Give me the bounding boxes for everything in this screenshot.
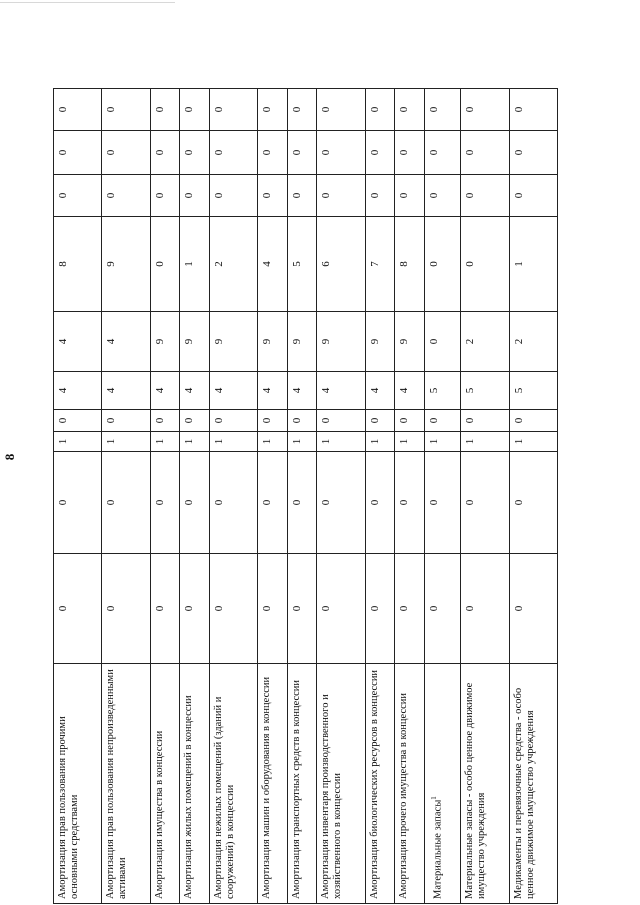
code-cell: 0 <box>180 452 210 554</box>
code-cell: 0 <box>461 131 509 175</box>
code-cell: 0 <box>509 175 557 217</box>
code-cell: 0 <box>54 554 102 664</box>
code-cell: 4 <box>209 372 257 410</box>
code-cell: 1 <box>461 432 509 452</box>
code-cell: 0 <box>287 175 317 217</box>
code-cell: 4 <box>54 372 102 410</box>
code-cell: 0 <box>102 554 150 664</box>
rotated-table <box>53 89 558 904</box>
table-row <box>509 89 557 904</box>
code-cell: 0 <box>150 554 180 664</box>
row-label-text: Амортизация имущества в концессии <box>153 730 165 899</box>
code-cell: 5 <box>287 217 317 312</box>
table-row <box>258 89 288 904</box>
code-cell: 0 <box>258 131 288 175</box>
code-cell: 0 <box>258 89 288 131</box>
code-cell: 0 <box>54 410 102 432</box>
code-cell: 9 <box>258 312 288 372</box>
table-row <box>54 89 102 904</box>
row-label <box>461 664 509 904</box>
code-cell: 0 <box>424 89 461 131</box>
code-cell: 0 <box>317 131 365 175</box>
code-cell: 0 <box>365 175 395 217</box>
code-cell: 0 <box>287 89 317 131</box>
row-label-text: Медикаменты и перевязочные средства - особо ценное движимое имущество учреждения <box>512 687 536 899</box>
code-cell: 1 <box>509 432 557 452</box>
code-cell: 1 <box>287 432 317 452</box>
row-label-text: Амортизация прочего имущества в концессии <box>398 692 410 899</box>
code-cell: 0 <box>258 452 288 554</box>
code-cell: 0 <box>424 175 461 217</box>
code-cell: 0 <box>395 554 425 664</box>
code-cell: 9 <box>317 312 365 372</box>
code-cell: 0 <box>209 452 257 554</box>
code-cell: 0 <box>424 312 461 372</box>
code-cell: 4 <box>317 372 365 410</box>
code-cell: 9 <box>395 312 425 372</box>
code-cell: 0 <box>287 452 317 554</box>
code-cell: 0 <box>461 175 509 217</box>
code-cell: 8 <box>395 217 425 312</box>
accounts-table <box>53 88 558 904</box>
code-cell: 0 <box>102 131 150 175</box>
table-row <box>180 89 210 904</box>
code-cell: 4 <box>365 372 395 410</box>
row-label <box>209 664 257 904</box>
row-label <box>258 664 288 904</box>
code-cell: 4 <box>150 372 180 410</box>
code-cell: 0 <box>461 217 509 312</box>
code-cell: 0 <box>461 452 509 554</box>
code-cell: 0 <box>54 131 102 175</box>
code-cell: 0 <box>317 175 365 217</box>
code-cell: 2 <box>509 312 557 372</box>
code-cell: 0 <box>150 175 180 217</box>
row-label <box>54 664 102 904</box>
code-cell: 2 <box>209 217 257 312</box>
code-cell: 1 <box>395 432 425 452</box>
code-cell: 0 <box>287 131 317 175</box>
code-cell: 0 <box>461 410 509 432</box>
row-label <box>365 664 395 904</box>
code-cell: 1 <box>180 217 210 312</box>
code-cell: 9 <box>102 217 150 312</box>
code-cell: 0 <box>424 217 461 312</box>
row-label-text: Амортизация прав пользования непроизведенными активами <box>105 669 129 899</box>
code-cell: 1 <box>258 432 288 452</box>
code-cell: 0 <box>209 131 257 175</box>
code-cell: 0 <box>150 410 180 432</box>
code-cell: 0 <box>180 89 210 131</box>
code-cell: 0 <box>102 452 150 554</box>
row-label-text: Материальные запасы <box>432 799 444 899</box>
code-cell: 9 <box>150 312 180 372</box>
code-cell: 2 <box>461 312 509 372</box>
code-cell: 0 <box>509 410 557 432</box>
code-cell: 5 <box>424 372 461 410</box>
scan-edge-line <box>0 2 175 3</box>
code-cell: 0 <box>365 554 395 664</box>
code-cell: 0 <box>509 554 557 664</box>
code-cell: 0 <box>180 131 210 175</box>
row-label <box>287 664 317 904</box>
code-cell: 0 <box>461 89 509 131</box>
table-row <box>209 89 257 904</box>
code-cell: 1 <box>180 432 210 452</box>
page-number: 8 <box>2 453 17 461</box>
table-row <box>424 89 461 904</box>
code-cell: 4 <box>258 372 288 410</box>
code-cell: 0 <box>395 89 425 131</box>
code-cell: 0 <box>424 452 461 554</box>
code-cell: 0 <box>102 89 150 131</box>
code-cell: 5 <box>509 372 557 410</box>
code-cell: 0 <box>509 452 557 554</box>
row-label-text: Амортизация машин и оборудования в концессии <box>261 676 273 899</box>
code-cell: 0 <box>509 131 557 175</box>
code-cell: 7 <box>365 217 395 312</box>
code-cell: 4 <box>258 217 288 312</box>
code-cell: 0 <box>180 554 210 664</box>
code-cell: 0 <box>258 410 288 432</box>
code-cell: 0 <box>102 175 150 217</box>
code-cell: 0 <box>424 131 461 175</box>
code-cell: 6 <box>317 217 365 312</box>
code-cell: 0 <box>365 410 395 432</box>
table-row <box>287 89 317 904</box>
code-cell: 0 <box>395 410 425 432</box>
code-cell: 9 <box>180 312 210 372</box>
row-label <box>424 664 461 904</box>
row-label <box>509 664 557 904</box>
code-cell: 0 <box>287 410 317 432</box>
table-row <box>150 89 180 904</box>
code-cell: 0 <box>317 452 365 554</box>
row-label-text: Амортизация жилых помещений в концессии <box>183 695 195 899</box>
code-cell: 0 <box>395 175 425 217</box>
code-cell: 0 <box>209 89 257 131</box>
code-cell: 1 <box>150 432 180 452</box>
code-cell: 1 <box>54 432 102 452</box>
code-cell: 1 <box>317 432 365 452</box>
row-label-text: Амортизация биологических ресурсов в концессии <box>368 669 380 899</box>
row-label <box>395 664 425 904</box>
code-cell: 0 <box>461 554 509 664</box>
code-cell: 4 <box>54 312 102 372</box>
code-cell: 0 <box>424 410 461 432</box>
code-cell: 0 <box>54 452 102 554</box>
code-cell: 4 <box>180 372 210 410</box>
code-cell: 4 <box>395 372 425 410</box>
code-cell: 0 <box>209 410 257 432</box>
code-cell: 0 <box>209 554 257 664</box>
footnote-marker: 1 <box>429 796 438 800</box>
table-row <box>317 89 365 904</box>
code-cell: 1 <box>365 432 395 452</box>
code-cell: 0 <box>395 131 425 175</box>
table-row <box>365 89 395 904</box>
code-cell: 0 <box>424 554 461 664</box>
code-cell: 0 <box>150 217 180 312</box>
code-cell: 0 <box>258 554 288 664</box>
code-cell: 0 <box>317 554 365 664</box>
table-row <box>461 89 509 904</box>
code-cell: 0 <box>54 175 102 217</box>
code-cell: 0 <box>365 452 395 554</box>
code-cell: 0 <box>365 131 395 175</box>
row-label-text: Амортизация прав пользования прочими основными средствами <box>57 716 80 899</box>
row-label-text: Амортизация транспортных средств в концессии <box>290 679 302 899</box>
code-cell: 9 <box>287 312 317 372</box>
code-cell: 8 <box>54 217 102 312</box>
code-cell: 0 <box>287 554 317 664</box>
code-cell: 1 <box>424 432 461 452</box>
code-cell: 1 <box>102 432 150 452</box>
code-cell: 0 <box>150 452 180 554</box>
code-cell: 0 <box>395 452 425 554</box>
row-label <box>180 664 210 904</box>
code-cell: 4 <box>287 372 317 410</box>
row-label-text: Материальные запасы - особо ценное движимое имущество учреждения <box>464 682 488 899</box>
code-cell: 5 <box>461 372 509 410</box>
code-cell: 0 <box>509 89 557 131</box>
table-container <box>53 89 558 904</box>
code-cell: 4 <box>102 312 150 372</box>
code-cell: 1 <box>209 432 257 452</box>
code-cell: 0 <box>365 89 395 131</box>
code-cell: 0 <box>54 89 102 131</box>
code-cell: 1 <box>509 217 557 312</box>
row-label-text: Амортизация инвентаря производственного и хозяйственного в концессии <box>320 694 344 899</box>
row-label <box>317 664 365 904</box>
code-cell: 0 <box>150 89 180 131</box>
table-row <box>395 89 425 904</box>
code-cell: 0 <box>102 410 150 432</box>
code-cell: 0 <box>180 410 210 432</box>
code-cell: 9 <box>365 312 395 372</box>
code-cell: 0 <box>180 175 210 217</box>
code-cell: 0 <box>258 175 288 217</box>
code-cell: 0 <box>150 131 180 175</box>
table-row <box>102 89 150 904</box>
row-label <box>102 664 150 904</box>
code-cell: 0 <box>209 175 257 217</box>
code-cell: 9 <box>209 312 257 372</box>
row-label-text: Амортизация нежилых помещений (зданий и сооружений) в концессии <box>212 696 236 899</box>
code-cell: 0 <box>317 410 365 432</box>
code-cell: 0 <box>317 89 365 131</box>
row-label <box>150 664 180 904</box>
code-cell: 4 <box>102 372 150 410</box>
